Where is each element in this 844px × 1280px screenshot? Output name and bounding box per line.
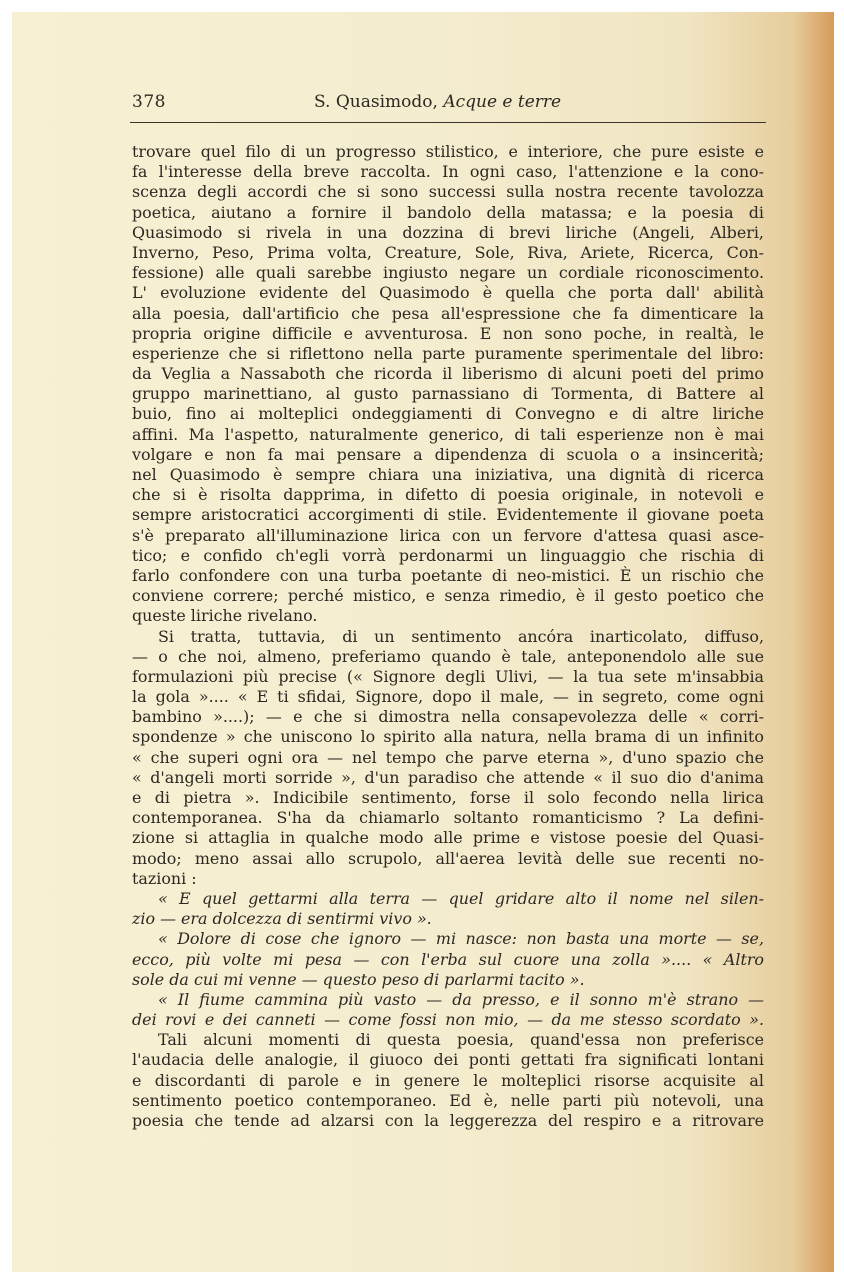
header-author: S. Quasimodo, bbox=[314, 92, 438, 112]
text-line: la gola ».... « E ti sfidai, Signore, dopo il male, — in segreto, come ogni bbox=[132, 687, 764, 707]
text-line: alla poesia, dall'artificio che pesa all'espressione che fa dimenticare la bbox=[132, 303, 764, 323]
text-line: formulazioni più precise (« Signore degli Ulivi, — la tua sete m'insabbia bbox=[132, 666, 764, 686]
text-line: bambino »....); — e che si dimostra nella consapevolezza delle « corri- bbox=[132, 707, 764, 727]
text-line: esperienze che si riflettono nella parte puramente sperimentale del libro: bbox=[132, 343, 764, 363]
text-line: zione si attaglia in qualche modo alle prime e vistose poesie del Quasi- bbox=[132, 828, 764, 848]
quote-line: « Il fiume cammina più vasto — da presso, e il sonno m'è strano — bbox=[158, 989, 764, 1009]
quote-line: dei rovi e dei canneti — come fossi non mio, — da me stesso scordato ». bbox=[132, 1010, 764, 1030]
text-line: sempre aristocratici accorgimenti di stile. Evidentemente il giovane poeta bbox=[132, 505, 764, 525]
text-line: sentimento poetico contemporaneo. Ed è, nelle parti più notevoli, una bbox=[132, 1090, 764, 1110]
text-line: tico; e confido ch'egli vorrà perdonarmi un linguaggio che rischia di bbox=[132, 545, 764, 565]
text-line: Tali alcuni momenti di questa poesia, quand'essa non preferisce bbox=[158, 1030, 764, 1050]
text-line: conviene correre; perché mistico, e senza rimedio, è il gesto poetico che bbox=[132, 586, 764, 606]
text-line: tazioni : bbox=[132, 868, 197, 888]
body-text bbox=[132, 142, 764, 1131]
running-title bbox=[314, 92, 561, 112]
text-line: Inverno, Peso, Prima volta, Creature, Sole, Riva, Ariete, Ricerca, Con- bbox=[132, 242, 764, 262]
text-line: Quasimodo si rivela in una dozzina di brevi liriche (Angeli, Alberi, bbox=[132, 222, 764, 242]
text-line: poetica, aiutano a fornire il bandolo della matassa; e la poesia di bbox=[132, 202, 764, 222]
quote-line: ecco, più volte mi pesa — con l'erba sul cuore una zolla ».... « Altro bbox=[132, 949, 764, 969]
text-line: scenza degli accordi che si sono successi sulla nostra recente tavolozza bbox=[132, 182, 764, 202]
text-line: e discordanti di parole e in genere le molteplici risorse acquisite al bbox=[132, 1070, 764, 1090]
text-line: propria origine difficile e avventurosa. E non sono poche, in realtà, le bbox=[132, 323, 764, 343]
text-line: spondenze » che uniscono lo spirito alla natura, nella brama di un infinito bbox=[132, 727, 764, 747]
quote-line: « Dolore di cose che ignoro — mi nasce: non basta una morte — se, bbox=[158, 929, 764, 949]
text-line: da Veglia a Nassaboth che ricorda il liberismo di alcuni poeti del primo bbox=[132, 364, 764, 384]
text-line: affini. Ma l'aspetto, naturalmente generico, di tali esperienze non è mai bbox=[132, 424, 764, 444]
text-line: fessione) alle quali sarebbe ingiusto negare un cordiale riconoscimento. bbox=[132, 263, 764, 283]
text-line: contemporanea. S'ha da chiamarlo soltanto romanticismo ? La defini- bbox=[132, 808, 764, 828]
text-line: volgare e non fa mai pensare a dipendenza di scuola o a insincerità; bbox=[132, 444, 764, 464]
text-line: gruppo marinettiano, al gusto parnassiano di Tormenta, di Battere al bbox=[132, 384, 764, 404]
text-line: buio, fino ai molteplici ondeggiamenti di Convegno e di altre liriche bbox=[132, 404, 764, 424]
text-line: nel Quasimodo è sempre chiara una iniziativa, una dignità di ricerca bbox=[132, 465, 764, 484]
quote-line: zio — era dolcezza di sentirmi vivo ». bbox=[132, 909, 432, 929]
text-line: « che superi ogni ora — nel tempo che parve eterna », d'uno spazio che bbox=[132, 747, 764, 767]
text-line: l'audacia delle analogie, il giuoco dei ponti gettati fra significati lontani bbox=[132, 1050, 764, 1070]
text-line: trovare quel filo di un progresso stilistico, e interiore, che pure esiste e bbox=[132, 142, 764, 161]
text-line: e di pietra ». Indicibile sentimento, forse il solo fecondo nella lirica bbox=[132, 788, 764, 807]
running-header bbox=[130, 90, 766, 123]
text-line: fa l'interesse della breve raccolta. In ogni caso, l'attenzione e la cono- bbox=[132, 162, 764, 182]
text-line: « d'angeli morti sorride », d'un paradiso che attende « il suo dio d'anima bbox=[132, 767, 764, 787]
text-line: — o che noi, almeno, preferiamo quando è tale, anteponendolo alle sue bbox=[132, 646, 764, 666]
text-line: modo; meno assai allo scrupolo, all'aerea levità delle sue recenti no- bbox=[132, 848, 764, 868]
header-book-title: Acque e terre bbox=[443, 92, 562, 112]
text-line: poesia che tende ad alzarsi con la leggerezza del respiro e a ritrovare bbox=[132, 1111, 764, 1130]
text-line: Si tratta, tuttavia, di un sentimento ancóra inarticolato, diffuso, bbox=[158, 626, 764, 646]
quote-line: « E quel gettarmi alla terra — quel gridare alto il nome nel silen- bbox=[158, 888, 764, 908]
text-line: queste liriche rivelano. bbox=[132, 606, 318, 626]
scanned-page bbox=[12, 12, 834, 1272]
page-number: 378 bbox=[132, 92, 166, 112]
text-line: L' evoluzione evidente del Quasimodo è quella che porta dall' abilità bbox=[132, 283, 764, 303]
text-line: farlo confondere con una turba poetante di neo-mistici. È un rischio che bbox=[132, 565, 764, 585]
book-page bbox=[12, 12, 834, 1272]
quote-line: sole da cui mi venne — questo peso di parlarmi tacito ». bbox=[132, 969, 585, 989]
text-line: che si è risolta dapprima, in difetto di poesia originale, in notevoli e bbox=[132, 485, 764, 505]
text-line: s'è preparato all'illuminazione lirica con un fervore d'attesa quasi asce- bbox=[132, 525, 764, 545]
